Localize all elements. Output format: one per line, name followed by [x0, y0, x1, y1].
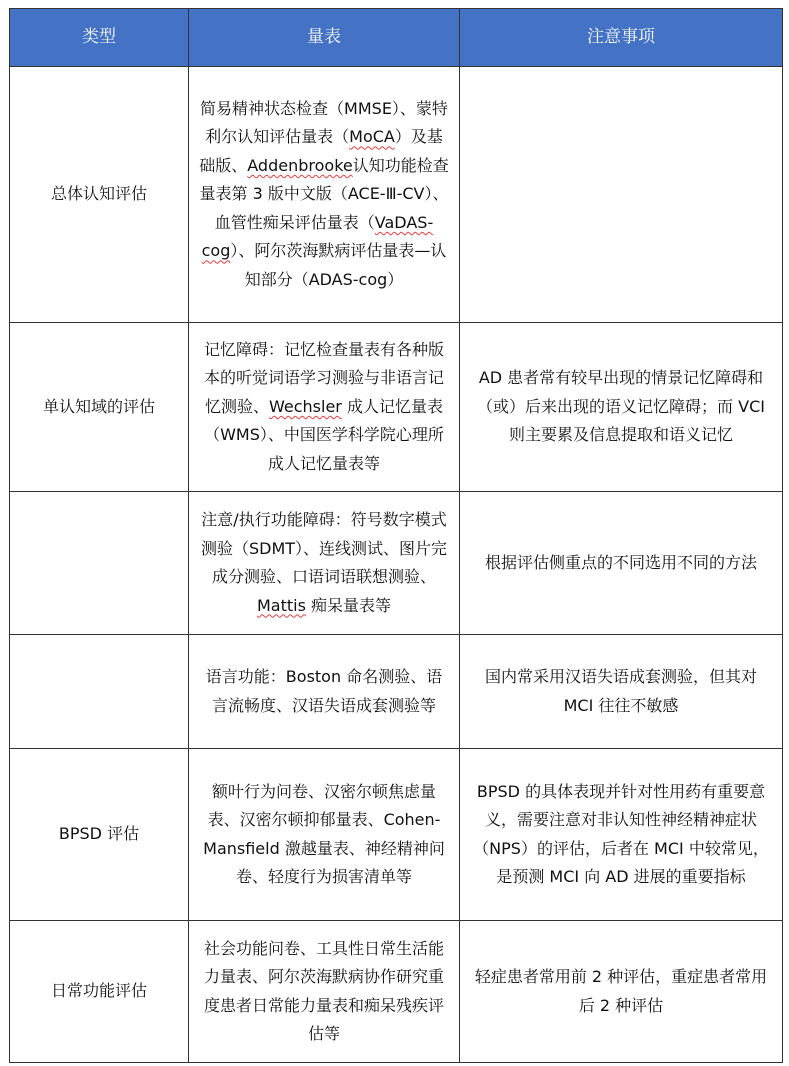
- scale-text: 成人记忆量表（WMS）、中国医学科学院心理所成人记忆量表等: [204, 396, 444, 473]
- scale-text: 语言功能：Boston 命名测验、语言流畅度、汉语失语成套测验等: [205, 667, 443, 715]
- type-cell: 单认知域的评估: [10, 323, 189, 492]
- header-scale: 量表: [189, 9, 460, 67]
- scale-text: 社会功能问卷、工具性日常生活能力量表、阿尔茨海默病协作研究重度患者日常能力量表和痴呆残疾评估等: [203, 938, 444, 1043]
- header-row: [10, 9, 783, 67]
- scale-text: ）及基础版、: [199, 127, 443, 175]
- spellcheck-term: Mattis: [256, 595, 306, 615]
- type-cell: [10, 492, 189, 635]
- table-row: [10, 323, 783, 492]
- scale-text: ）、阿尔茨海默病评估量表—认知部分（ADAS-cog）: [230, 241, 447, 289]
- table-row: [10, 635, 783, 749]
- scale-text: 记忆障碍：记忆检查量表有各种版本的听觉词语学习测验与非语言记忆测验、: [203, 339, 444, 416]
- scale-text: 痴呆量表等: [305, 595, 392, 615]
- scale-text: 额叶行为问卷、汉密尔顿焦虑量表、汉密尔顿抑郁量表、Cohen-Mansfield 激越量表、神经精神问卷、轻度行为损害清单等: [203, 781, 445, 886]
- spellcheck-term: MoCA: [349, 127, 395, 147]
- table-row: [10, 749, 783, 921]
- note-cell: AD 患者常有较早出现的情景记忆障碍和（或）后来出现的语义记忆障碍；而 VCI 则主要累及信息提取和语义记忆: [460, 323, 783, 492]
- type-cell: [10, 635, 189, 749]
- scale-cell: [189, 749, 460, 921]
- scale-cell: [189, 921, 460, 1063]
- table-row: [10, 492, 783, 635]
- table-row: [10, 67, 783, 323]
- scale-cell: [189, 635, 460, 749]
- spellcheck-term: VaDAS-cog: [201, 212, 434, 261]
- spellcheck-term: Wechsler: [269, 396, 342, 416]
- type-cell: 日常功能评估: [10, 921, 189, 1063]
- scale-cell: [189, 67, 460, 323]
- type-cell: BPSD 评估: [10, 749, 189, 921]
- spellcheck-term: Addenbrooke: [247, 155, 353, 175]
- header-type: 类型: [10, 9, 189, 67]
- note-cell: 轻症患者常用前 2 种评估，重症患者常用后 2 种评估: [460, 921, 783, 1063]
- scale-cell: [189, 492, 460, 635]
- scale-text: 认知功能检查量表第 3 版中文版（ACE-Ⅲ-CV）、血管性痴呆评估量表（: [199, 155, 449, 232]
- note-cell: 国内常采用汉语失语成套测验，但其对 MCI 往往不敏感: [460, 635, 783, 749]
- note-cell: BPSD 的具体表现并针对性用药有重要意义，需要注意对非认知性神经精神症状（NPS）的评估，后者在 MCI 中较常见，是预测 MCI 向 AD 进展的重要指标: [460, 749, 783, 921]
- table-row: [10, 921, 783, 1063]
- scale-text: 注意/执行功能障碍：符号数字模式测验（SDMT）、连线测试、图片完成分测验、口语词语联想测验、: [200, 510, 448, 586]
- scale-cell: [189, 323, 460, 492]
- header-note: 注意事项: [460, 9, 783, 67]
- assessment-table: [9, 8, 783, 1063]
- note-cell: 根据评估侧重点的不同选用不同的方法: [460, 492, 783, 635]
- scale-text: 简易精神状态检查（MMSE）、蒙特利尔认知评估量表（: [200, 98, 448, 147]
- type-cell: 总体认知评估: [10, 67, 189, 323]
- note-cell: [460, 67, 783, 323]
